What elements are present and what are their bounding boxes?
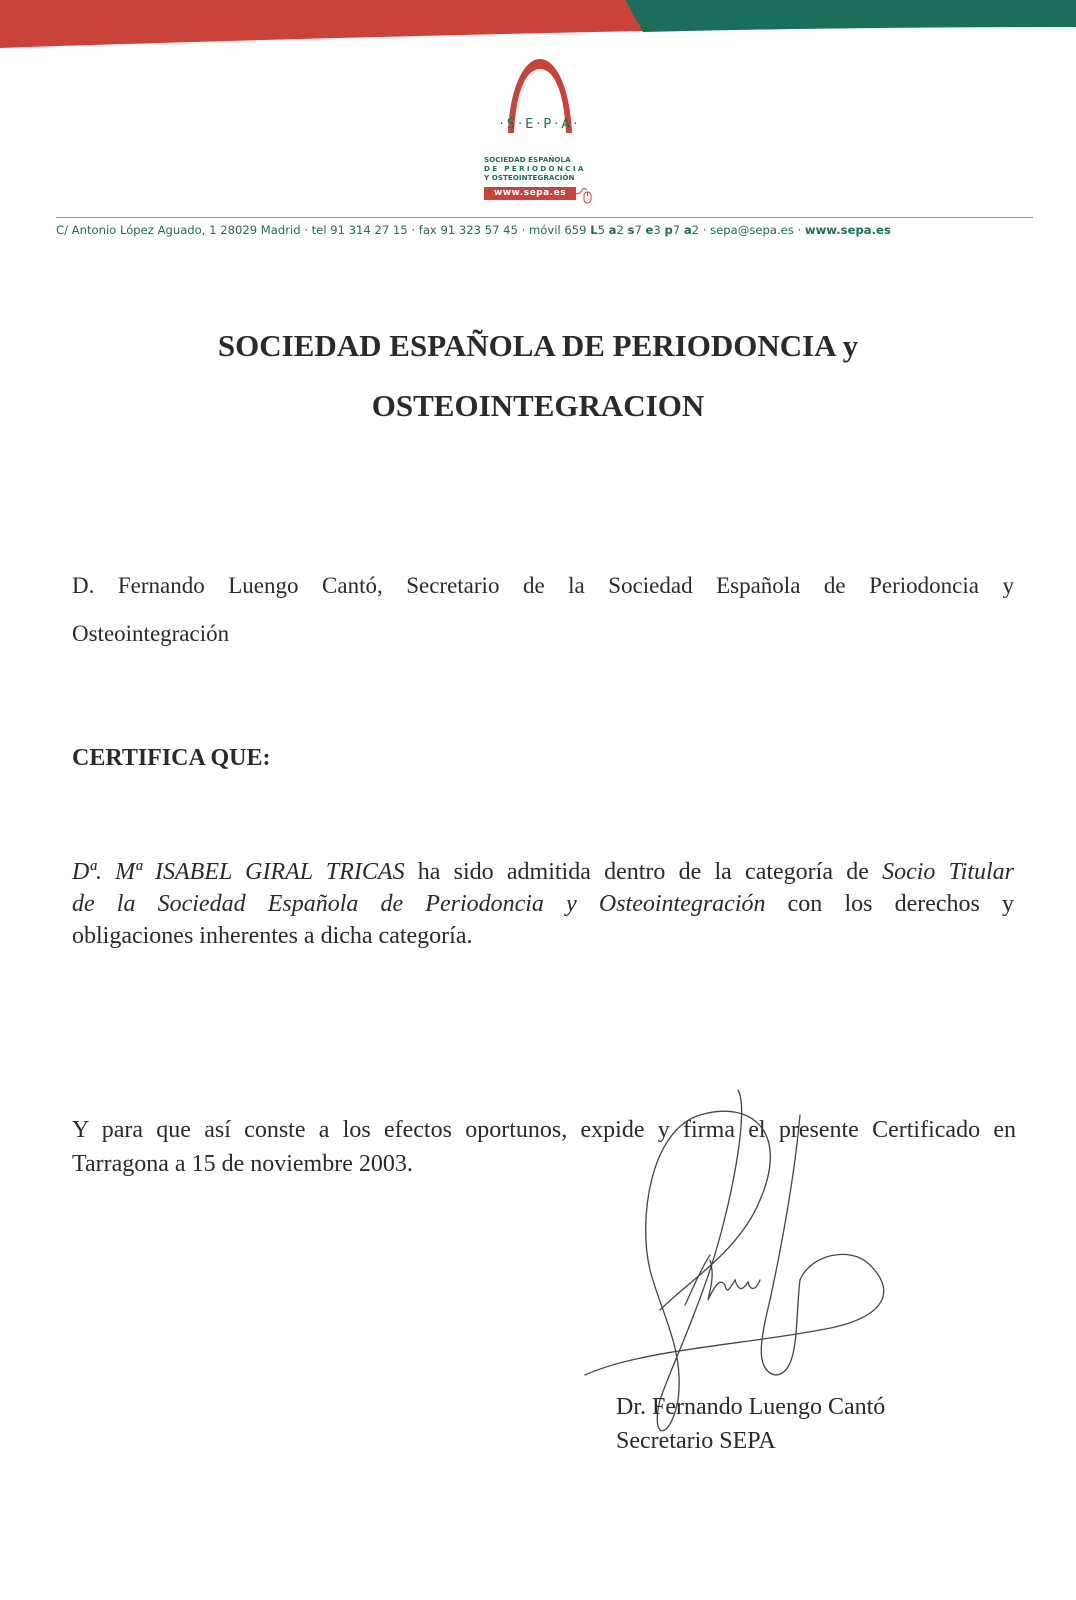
member-name: Dª. Mª ISABEL GIRAL TRICAS [72,859,405,885]
body-line: obligaciones inherentes a dicha categoría. [72,923,473,949]
contact-line [56,223,1036,237]
separator: · [300,223,312,237]
mouse-icon [576,185,596,205]
contact-fax: fax 91 323 57 45 [418,223,518,237]
logo-url: www.sepa.es [484,187,576,200]
contact-movil [529,223,699,237]
signer-name: Dr. Fernando Luengo Cantó [616,1394,886,1420]
body-text: ha sido admitida dentro de la categoría de [404,859,883,885]
intro-paragraph [72,562,1014,658]
movil-letter: s [627,223,635,237]
movil-digit: 2 [616,223,628,237]
closing-line: Y para que así conste a los efectos oportunos, expide y firma el presente Certificado en [72,1117,1016,1143]
logo-letters: ·S·E·P·A· [499,117,581,132]
movil-digit: 2 [691,223,700,237]
document-title-line2: OSTEOINTEGRACION [371,388,705,423]
separator: · [407,223,419,237]
category-name-cont: de la Sociedad Española de Periodoncia y Osteointegración [72,891,766,917]
signer-block [616,1390,885,1458]
intro-line: D. Fernando Luengo Cantó, Secretario de la Sociedad Española de Periodoncia y [72,573,1014,598]
certificate-body [72,856,1014,952]
movil-letter: L [590,223,598,237]
movil-digit: 5 [597,223,609,237]
closing-paragraph [72,1113,1016,1181]
movil-letter: a [608,223,617,237]
letterhead-divider [56,217,1033,218]
movil-prefix: móvil 659 [528,223,591,237]
movil-digit: 3 [653,223,665,237]
contact-email[interactable]: sepa@sepa.es [710,223,794,237]
banner-green-band [625,0,1076,32]
letterhead-banner [0,0,1076,50]
separator: · [793,223,805,237]
body-line [72,888,1014,920]
separator: · [699,223,711,237]
movil-letter: e [645,223,654,237]
intro-line: Osteointegración [72,621,230,646]
closing-line: Tarragona a 15 de noviembre 2003. [72,1151,413,1177]
contact-address: C/ Antonio López Aguado, 1 28029 Madrid [56,223,301,237]
logo-name-line: DE PERIODONCIA [484,164,586,173]
banner-red-band [0,0,643,48]
movil-digit: 7 [634,223,646,237]
separator: · [517,223,529,237]
logo-name-line: Y OSTEOINTEGRACIÓN [484,173,575,182]
certifica-heading: CERTIFICA QUE: [72,745,271,771]
contact-tel: tel 91 314 27 15 [311,223,408,237]
contact-web[interactable]: www.sepa.es [804,223,891,237]
movil-letter: p [664,223,673,237]
sepa-logo [470,55,610,210]
signer-title: Secretario SEPA [616,1428,776,1454]
document-title-line1: SOCIEDAD ESPAÑOLA DE PERIODONCIA y [217,328,859,363]
logo-society-name [484,155,604,182]
movil-digit: 7 [672,223,684,237]
movil-letter: a [683,223,692,237]
logo-name-line: SOCIEDAD ESPAÑOLA [484,155,571,164]
category-name: Socio Titular [882,859,1015,885]
body-text: con los derechos y [765,891,1015,917]
body-line [72,856,1014,888]
